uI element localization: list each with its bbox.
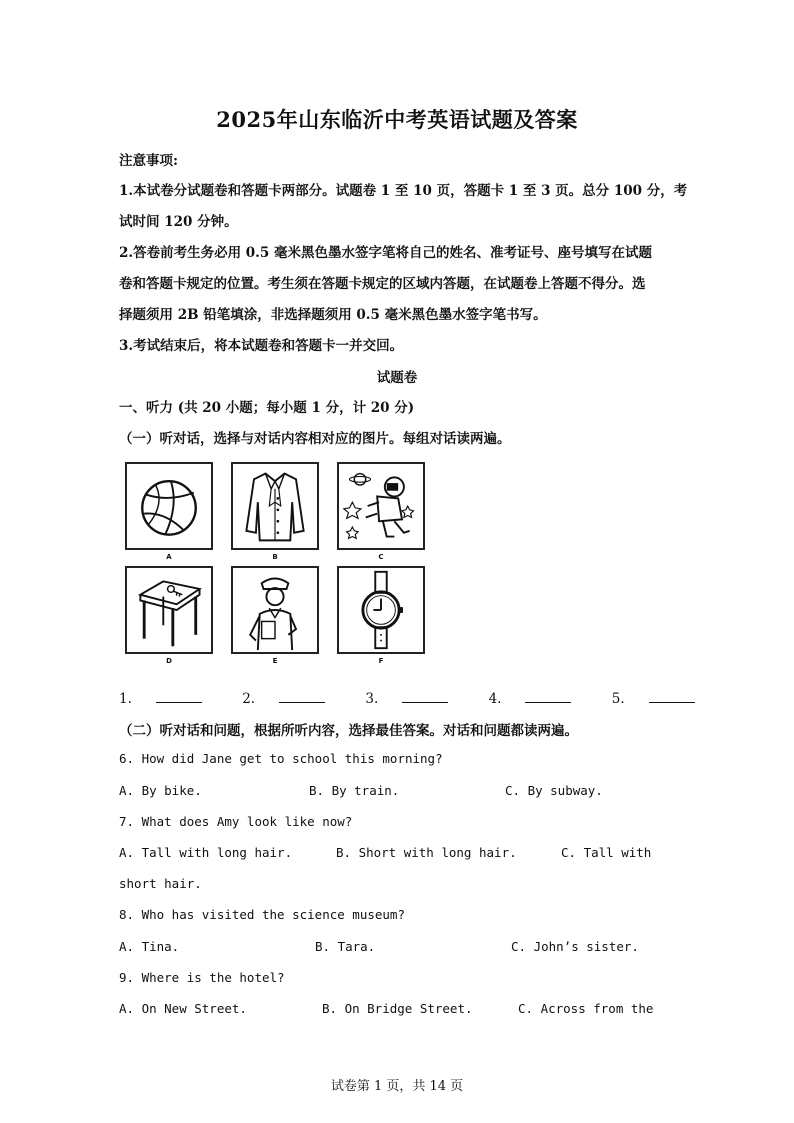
table-keys-icon — [127, 568, 211, 652]
option-a[interactable]: A. Tall with long hair. — [119, 845, 293, 860]
blank-item[interactable]: 3. — [365, 690, 466, 707]
part-heading: （二）听对话和问题，根据所听内容，选择最佳答案。对话和问题都读两遍。 — [119, 723, 578, 739]
notice-line: 试时间 120 分钟。 — [119, 214, 238, 230]
picture-c — [337, 462, 425, 550]
question-8: 8. Who has visited the science museum? — [119, 907, 405, 922]
picture-label: B — [272, 553, 278, 561]
blank-item[interactable]: 1. — [119, 690, 220, 707]
option-c-wrap[interactable]: short hair. — [119, 876, 202, 891]
blank-line[interactable] — [525, 690, 571, 703]
blank-line[interactable] — [402, 690, 448, 703]
notice-line: 1.本试卷分试题卷和答题卡两部分。试题卷 1 至 10 页，答题卡 1 至 3 页。总分 100 分，考 — [119, 183, 688, 199]
picture-d — [125, 566, 213, 654]
picture-label: F — [378, 657, 384, 665]
page-footer: 试卷第 1 页，共 14 页 — [330, 1079, 464, 1094]
blank-item[interactable]: 4. — [489, 690, 590, 707]
blank-item[interactable]: 2. — [242, 690, 343, 707]
option-b[interactable]: B. Short with long hair. — [336, 845, 517, 860]
option-c[interactable]: C. Across from the — [518, 1001, 654, 1016]
picture-f — [337, 566, 425, 654]
notice-line: 2.答卷前考生务必用 0.5 毫米黑色墨水签字笔将自己的姓名、准考证号、座号填写在试题 — [119, 245, 652, 261]
option-c[interactable]: C. By subway. — [505, 783, 603, 798]
blank-line[interactable] — [649, 690, 695, 703]
shirt-icon — [233, 464, 317, 548]
part-heading: （一）听对话，选择与对话内容相对应的图片。每组对话读两遍。 — [119, 431, 511, 447]
notice-line: 3.考试结束后，将本试题卷和答题卡一并交回。 — [119, 338, 404, 354]
option-c[interactable]: C. Tall with — [561, 845, 652, 860]
answer-blanks — [119, 690, 731, 707]
picture-b — [231, 462, 319, 550]
picture-label: E — [272, 657, 278, 665]
question-6: 6. How did Jane get to school this morning? — [119, 751, 443, 766]
option-b[interactable]: B. On Bridge Street. — [322, 1001, 473, 1016]
picture-label: C — [378, 553, 384, 561]
section-heading: 一、听力 (共 20 小题；每小题 1 分，计 20 分) — [119, 400, 415, 416]
question-9: 9. Where is the hotel? — [119, 970, 285, 985]
blank-line[interactable] — [279, 690, 325, 703]
blank-item[interactable]: 5. — [612, 690, 713, 707]
wristwatch-icon — [339, 568, 423, 652]
option-a[interactable]: A. Tina. — [119, 939, 180, 954]
notice-line: 择题须用 2B 铅笔填涂，非选择题须用 0.5 毫米黑色墨水签字笔书写。 — [119, 307, 547, 323]
question-7: 7. What does Amy look like now? — [119, 814, 353, 829]
notice-line: 卷和答题卡规定的位置。考生须在答题卡规定的区域内答题，在试题卷上答题不得分。选 — [119, 276, 646, 292]
picture-label: A — [166, 553, 172, 561]
picture-a — [125, 462, 213, 550]
police-officer-icon — [233, 568, 317, 652]
page-title: 2025年山东临沂中考英语试题及答案 — [216, 107, 578, 132]
option-a[interactable]: A. On New Street. — [119, 1001, 247, 1016]
notice-heading: 注意事项: — [119, 153, 178, 169]
option-a[interactable]: A. By bike. — [119, 783, 202, 798]
option-b[interactable]: B. Tara. — [315, 939, 376, 954]
picture-label: D — [166, 657, 172, 665]
paper-label: 试题卷 — [376, 370, 418, 386]
astronaut-icon — [339, 464, 423, 548]
option-b[interactable]: B. By train. — [309, 783, 400, 798]
volleyball-icon — [127, 464, 211, 548]
blank-line[interactable] — [156, 690, 202, 703]
option-c[interactable]: C. John’s sister. — [511, 939, 639, 954]
picture-e — [231, 566, 319, 654]
